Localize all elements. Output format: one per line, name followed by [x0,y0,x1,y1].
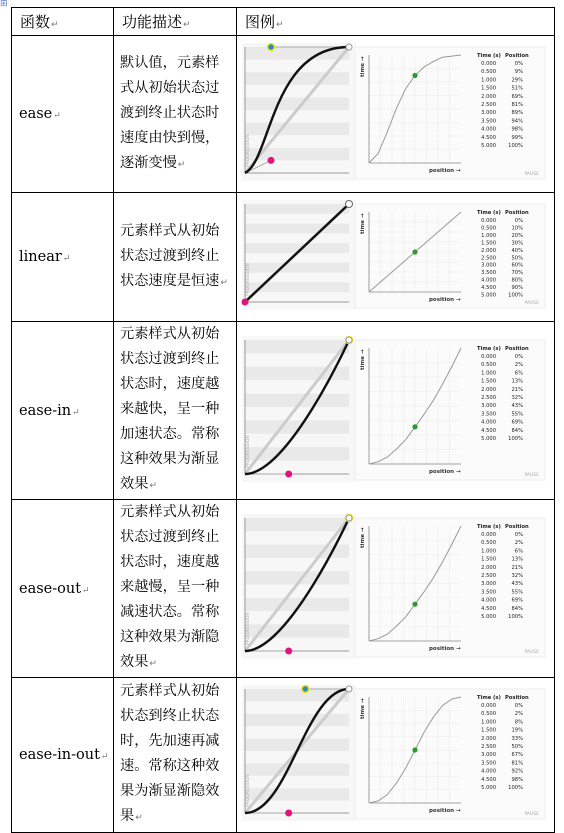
time-value: 0.000 [481,218,496,224]
paragraph-mark-icon: ↵ [72,407,80,418]
position-value: 13% [511,556,523,563]
description-text: 默认值，元素样式从初始状态过渡到终止状态时速度由快到慢，逐渐变慢 [120,54,220,171]
table-row [12,500,555,678]
position-value: 13% [511,378,523,385]
time-value: 1.500 [481,240,496,247]
position-value: 2% [514,711,523,718]
position-value: 19% [511,727,523,734]
time-axis-label: time → [360,698,366,719]
table-row [12,36,555,193]
description-text: 元素样式从初始状态过渡到终止状态时，速度越来越慢，呈一种减速状态。常称这种效果为渐隐效果 [120,504,220,670]
end-point-dot [346,515,352,521]
time-value: 3.000 [481,402,496,409]
paragraph-mark-icon: ↵ [276,20,284,30]
time-value: 3.000 [481,581,496,588]
time-value: 1.500 [481,85,496,92]
time-value: 5.000 [481,785,496,791]
position-value: 55% [511,589,523,596]
header-description-label: 功能描述 [122,13,183,31]
time-value: 2.000 [481,247,496,254]
function-name-cell [12,678,114,833]
time-value: 5.000 [481,292,496,299]
time-value: 1.500 [481,727,496,734]
progress-marker-dot [412,424,417,429]
position-value: 80% [511,277,523,284]
header-function-label: 函数 [20,13,51,31]
time-value: 3.500 [481,270,496,277]
position-value: 0% [514,61,523,67]
position-value: 50% [511,255,523,262]
easing-curve-panel [242,336,356,482]
function-name: ease-in [19,402,72,419]
table-header-time: Time (s) [477,345,501,352]
grid-stripe [245,714,349,726]
time-value: 2.500 [481,573,496,579]
description-cell [114,322,237,500]
time-value: 1.000 [481,369,496,376]
position-value: 99% [511,134,523,141]
time-value: 2.500 [481,744,496,750]
position-value: 9% [514,69,523,76]
function-name: ease-in-out [19,747,100,763]
position-value: 33% [511,735,523,742]
position-value: 8% [514,719,523,726]
progression-label: PROGRESSION [246,134,251,167]
grid-stripe [245,123,349,136]
time-value: 4.000 [481,126,496,133]
time-value: 0.500 [481,361,496,368]
easing-curve-panel [242,685,356,821]
control-point-2-dot [302,686,309,693]
header-description [114,8,237,36]
time-value: 0.000 [481,61,496,67]
control-point-1-dot [268,157,275,164]
time-value: 4.500 [481,605,496,612]
figure-cell [237,500,555,678]
easing-illustration [237,39,554,189]
easing-figure-svg [237,510,553,667]
time-value: 4.000 [481,419,496,426]
panel-background [242,200,356,310]
position-value: 0% [514,218,523,224]
position-value: 84% [511,605,523,612]
position-value: 98% [511,776,523,783]
position-value: 100% [508,292,523,299]
time-axis-label: time → [360,349,366,370]
time-value: 0.500 [481,69,496,76]
grid-stripe [245,224,349,234]
time-value: 0.000 [481,353,496,360]
progress-marker-dot [412,747,417,752]
figure-cell [237,193,555,322]
position-value: 90% [511,285,523,292]
paragraph-mark-icon: ↵ [100,752,109,762]
time-value: 4.000 [481,597,496,604]
grid-stripe [245,263,349,273]
table-row [12,678,555,833]
time-value: 3.000 [481,752,496,759]
position-value: 2% [514,361,523,368]
position-value: 100% [508,614,523,620]
time-value: 5.000 [481,435,496,442]
easing-illustration [237,510,554,667]
position-value: 100% [508,143,523,149]
easing-figure-svg [237,196,553,318]
progression-label: PROGRESSION [246,612,251,645]
position-value: 67% [511,752,523,759]
control-point-2-dot [268,44,275,51]
time-value: 3.500 [481,118,496,125]
description-text: 元素样式从初始状态过渡到终止状态速度是恒速 [120,222,220,289]
easing-figure-svg [237,681,553,829]
time-value: 0.000 [481,532,496,538]
time-axis-label: time → [360,213,366,234]
easing-figure-svg [237,39,553,189]
progress-marker-dot [412,73,417,78]
position-value: 98% [511,126,523,133]
position-value: 0% [514,353,523,360]
time-axis-label: time → [360,56,366,77]
pause-button-label: PAUSE [524,812,539,817]
function-name: ease [19,106,53,122]
function-name: ease-out [19,580,82,597]
time-value: 4.500 [481,776,496,783]
time-value: 3.500 [481,760,496,767]
control-point-1-dot [285,810,292,817]
progression-label: PROGRESSION [246,774,251,807]
time-value: 1.000 [481,548,496,555]
time-value: 1.500 [481,556,496,563]
position-value: 60% [511,262,523,269]
time-value: 2.000 [481,735,496,742]
easing-figure-svg [237,332,553,490]
easing-table [11,7,555,833]
description-cell [114,500,237,678]
time-value: 0.000 [481,703,496,709]
position-value: 69% [511,597,523,604]
function-name-cell [12,36,114,193]
table-header-position: Position [505,53,529,59]
paragraph-mark-icon: ↵ [183,20,191,30]
easing-curve-panel [242,43,356,181]
time-value: 2.500 [481,102,496,108]
time-value: 1.000 [481,719,496,726]
function-name: linear [19,249,62,265]
position-value: 43% [511,581,523,588]
table-header-position: Position [505,695,529,701]
grid-stripe [245,340,349,353]
position-value: 100% [508,435,523,442]
time-value: 4.500 [481,285,496,292]
progress-marker-dot [412,602,417,607]
position-value: 70% [511,270,523,277]
position-axis-label: position → [429,468,461,475]
description-text: 元素样式从初始状态到终止状态时，先加速再减速。常称这种效果为渐显渐隐效果 [120,683,220,824]
position-value: 32% [511,394,523,401]
position-axis-label: position → [429,297,461,303]
figure-cell [237,36,555,193]
progression-label: PROGRESSION [246,263,251,296]
time-value: 0.500 [481,540,496,547]
easing-illustration [237,681,554,829]
position-value: 21% [511,386,523,393]
time-position-panel [355,204,545,308]
progress-marker-dot [412,249,417,254]
paragraph-mark-icon: ↵ [82,585,90,596]
time-value: 3.500 [481,589,496,596]
table-header-time: Time (s) [477,524,501,530]
position-axis-label: position → [429,808,461,814]
header-figure-label: 图例 [245,13,276,31]
position-value: 51% [511,85,523,92]
function-name-cell [12,500,114,678]
table-header-row [12,8,555,36]
position-axis-label: position → [429,168,461,174]
end-point-dot [346,201,353,208]
position-value: 69% [511,93,523,100]
table-row [12,193,555,322]
position-value: 30% [511,240,523,247]
description-cell [114,193,237,322]
description-text: 元素样式从初始状态过渡到终止状态时，速度越来越快，呈一种加速状态。常称这种效果为渐显效果 [120,326,220,492]
position-axis-label: position → [429,646,461,652]
time-axis-label: time → [360,527,366,548]
time-value: 5.000 [481,614,496,620]
pause-button-label: PAUSE [524,172,539,177]
pause-button-label: PAUSE [524,472,539,478]
time-value: 4.000 [481,768,496,775]
paragraph-mark-icon: ↵ [51,20,59,30]
easing-illustration [237,332,554,490]
time-value: 2.000 [481,564,496,571]
easing-curve-panel [242,514,356,659]
paragraph-mark-icon: ↵ [149,659,157,669]
figure-cell [237,678,555,833]
grid-stripe [245,518,349,531]
position-value: 84% [511,427,523,434]
paragraph-mark-icon: ↵ [62,254,71,264]
position-value: 6% [514,548,523,555]
control-point-1-dot [285,648,292,655]
time-value: 2.500 [481,255,496,262]
easing-illustration [237,196,554,318]
description-cell [114,678,237,833]
grid-stripe [245,763,349,775]
function-name-cell [12,322,114,500]
position-value: 29% [511,77,523,84]
position-value: 94% [511,118,523,125]
control-point-1-dot [285,470,292,477]
end-point-dot [346,337,352,343]
table-move-handle-icon[interactable]: ⊞ [0,0,8,9]
pause-button-label: PAUSE [524,650,539,655]
time-value: 0.500 [481,711,496,718]
position-value: 20% [511,232,523,239]
description-cell [114,36,237,193]
position-value: 10% [511,225,523,232]
table-header-position: Position [505,210,529,216]
time-value: 2.000 [481,93,496,100]
table-header-time: Time (s) [477,210,501,216]
time-position-panel [355,689,545,819]
time-value: 3.500 [481,410,496,417]
time-value: 4.500 [481,427,496,434]
position-value: 0% [514,532,523,538]
table-header-position: Position [505,345,529,352]
position-value: 100% [508,785,523,791]
time-position-panel [355,340,545,480]
position-value: 81% [511,760,523,767]
pause-button-label: PAUSE [524,301,539,306]
paragraph-mark-icon: ↵ [220,277,228,288]
time-value: 3.000 [481,110,496,117]
time-value: 1.000 [481,77,496,84]
position-value: 43% [511,402,523,409]
time-value: 0.500 [481,225,496,232]
start-point-dot [242,299,249,306]
position-value: 6% [514,369,523,376]
progression-label: PROGRESSION [246,434,251,468]
position-value: 81% [511,102,523,108]
paragraph-mark-icon: ↵ [177,159,186,170]
table-header-time: Time (s) [477,53,501,59]
grid-stripe [245,72,349,85]
position-value: 40% [511,247,523,254]
paragraph-mark-icon: ↵ [53,111,61,121]
time-value: 2.500 [481,394,496,401]
easing-curve-panel [242,200,357,310]
time-value: 4.500 [481,134,496,141]
time-value: 1.500 [481,378,496,385]
paragraph-mark-icon: ↵ [135,813,143,823]
table-row [12,322,555,500]
time-value: 1.000 [481,232,496,239]
time-value: 5.000 [481,143,496,149]
time-position-panel [355,518,545,657]
table-header-position: Position [505,524,529,530]
paragraph-mark-icon: ↵ [149,481,157,491]
position-value: 21% [511,564,523,571]
position-value: 69% [511,419,523,426]
time-position-panel [355,47,545,179]
position-value: 0% [514,703,523,709]
end-point-dot [346,44,352,50]
header-figure [237,8,555,36]
position-value: 92% [511,768,523,775]
table-header-time: Time (s) [477,695,501,701]
grid-stripe [245,204,349,214]
position-value: 50% [511,744,523,750]
time-value: 2.000 [481,386,496,393]
position-value: 89% [511,110,523,117]
position-value: 2% [514,540,523,547]
position-value: 32% [511,573,523,579]
time-value: 3.000 [481,262,496,269]
position-value: 55% [511,410,523,417]
header-function [12,8,114,36]
end-point-dot [346,686,352,692]
function-name-cell [12,193,114,322]
figure-cell [237,322,555,500]
time-value: 4.000 [481,277,496,284]
